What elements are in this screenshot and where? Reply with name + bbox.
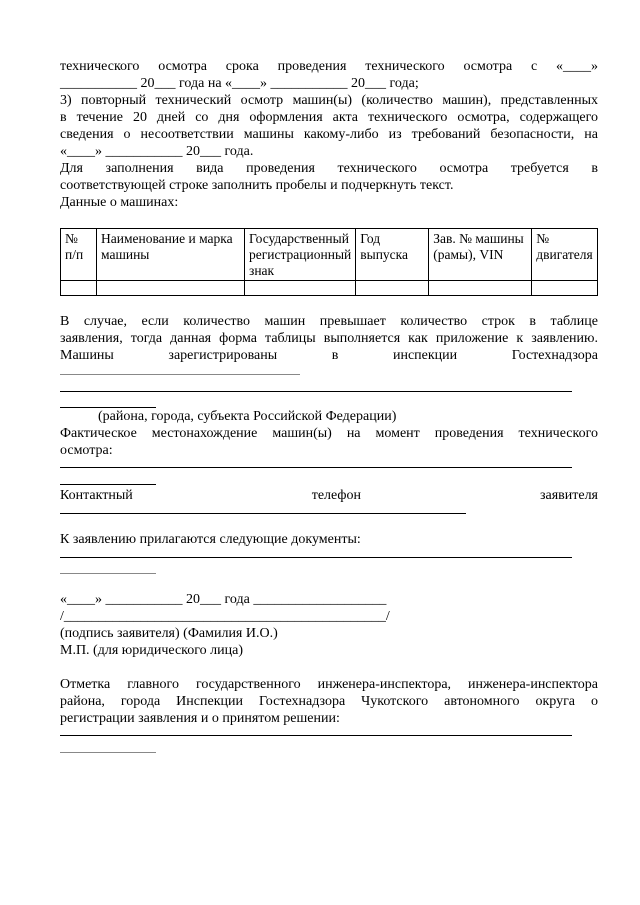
paragraph-text: заявления, тогда данная форма таблицы выполняется как приложение к заявлению. xyxy=(60,331,598,346)
paragraph-text: Для заполнения вида проведения технического осмотра требуется в xyxy=(60,161,598,176)
table-cell[interactable] xyxy=(245,281,356,296)
paragraph-text: «____» ___________ 20___ года. xyxy=(60,144,254,159)
column-header: Год выпуска xyxy=(356,229,429,281)
date-line: «____» ___________ 20___ года ___________________ xyxy=(60,592,387,607)
paragraph-text: Фактическое местонахождение машин(ы) на момент проведения технического xyxy=(60,426,598,441)
fill-line[interactable] xyxy=(60,548,572,558)
paragraph-text: технического осмотра срока проведения технического осмотра с «____» xyxy=(60,59,598,74)
section-label: К заявлению прилагаются следующие документы: xyxy=(60,532,361,547)
paragraph-text: Отметка главного государственного инженера-инспектора, инженера-инспектора xyxy=(60,677,598,692)
paragraph-text: ___________ 20___ года на «____» ___________ 20___ года; xyxy=(60,76,419,91)
paragraph-text: сведения о несоответствии машины какому-либо из требований безопасности, на xyxy=(60,127,598,142)
table-cell[interactable] xyxy=(61,281,97,296)
machines-table xyxy=(60,228,598,296)
paragraph-text: В случае, если количество машин превышает количество строк в таблице xyxy=(60,314,598,329)
fill-line[interactable] xyxy=(60,392,156,408)
paragraph-text: района, города Инспекции Гостехнадзора Чукотского автономного округа о xyxy=(60,694,598,709)
section-label: Данные о машинах: xyxy=(60,195,179,210)
fill-line[interactable] xyxy=(60,364,300,375)
fill-line[interactable] xyxy=(60,468,156,485)
fill-line[interactable] xyxy=(60,736,156,753)
column-header: Наименование и марка машины xyxy=(97,229,245,281)
column-header: Государственный регистрационный знак xyxy=(245,229,356,281)
paragraph-text: осмотра: xyxy=(60,443,113,458)
phone-fill-line[interactable] xyxy=(60,504,466,514)
table-row xyxy=(61,281,598,296)
paragraph-text: регистрации заявления и о принятом решении: xyxy=(60,711,340,726)
table-cell[interactable] xyxy=(97,281,245,296)
field-caption: М.П. (для юридического лица) xyxy=(60,643,243,658)
fill-line[interactable] xyxy=(60,375,572,392)
column-header: № п/п xyxy=(61,229,97,281)
signature-line: /______________________________________________/ xyxy=(60,609,390,624)
table-cell[interactable] xyxy=(356,281,429,296)
paragraph-text: Машины зарегистрированы в инспекции Гостехнадзора xyxy=(60,348,598,363)
fill-line[interactable] xyxy=(60,459,572,468)
table-header-row xyxy=(61,229,598,281)
paragraph-text: соответствующей строке заполнить пробелы и подчеркнуть текст. xyxy=(60,178,454,193)
table-cell[interactable] xyxy=(429,281,532,296)
column-header: Зав. № машины (рамы), VIN xyxy=(429,229,532,281)
column-header: № двигателя xyxy=(532,229,598,281)
paragraph-text: 3) повторный технический осмотр машин(ы) (количество машин), представленных xyxy=(60,93,598,108)
field-caption: (района, города, субъекта Российской Федерации) xyxy=(98,409,397,424)
phone-label: Контактный телефон заявителя xyxy=(60,488,598,503)
fill-line[interactable] xyxy=(60,727,572,736)
field-caption: (подпись заявителя) (Фамилия И.О.) xyxy=(60,626,278,641)
document-page xyxy=(60,58,598,753)
fill-line[interactable] xyxy=(60,558,156,574)
paragraph-text: в течение 20 дней со дня оформления акта технического осмотра, содержащего xyxy=(60,110,598,125)
table-cell[interactable] xyxy=(532,281,598,296)
